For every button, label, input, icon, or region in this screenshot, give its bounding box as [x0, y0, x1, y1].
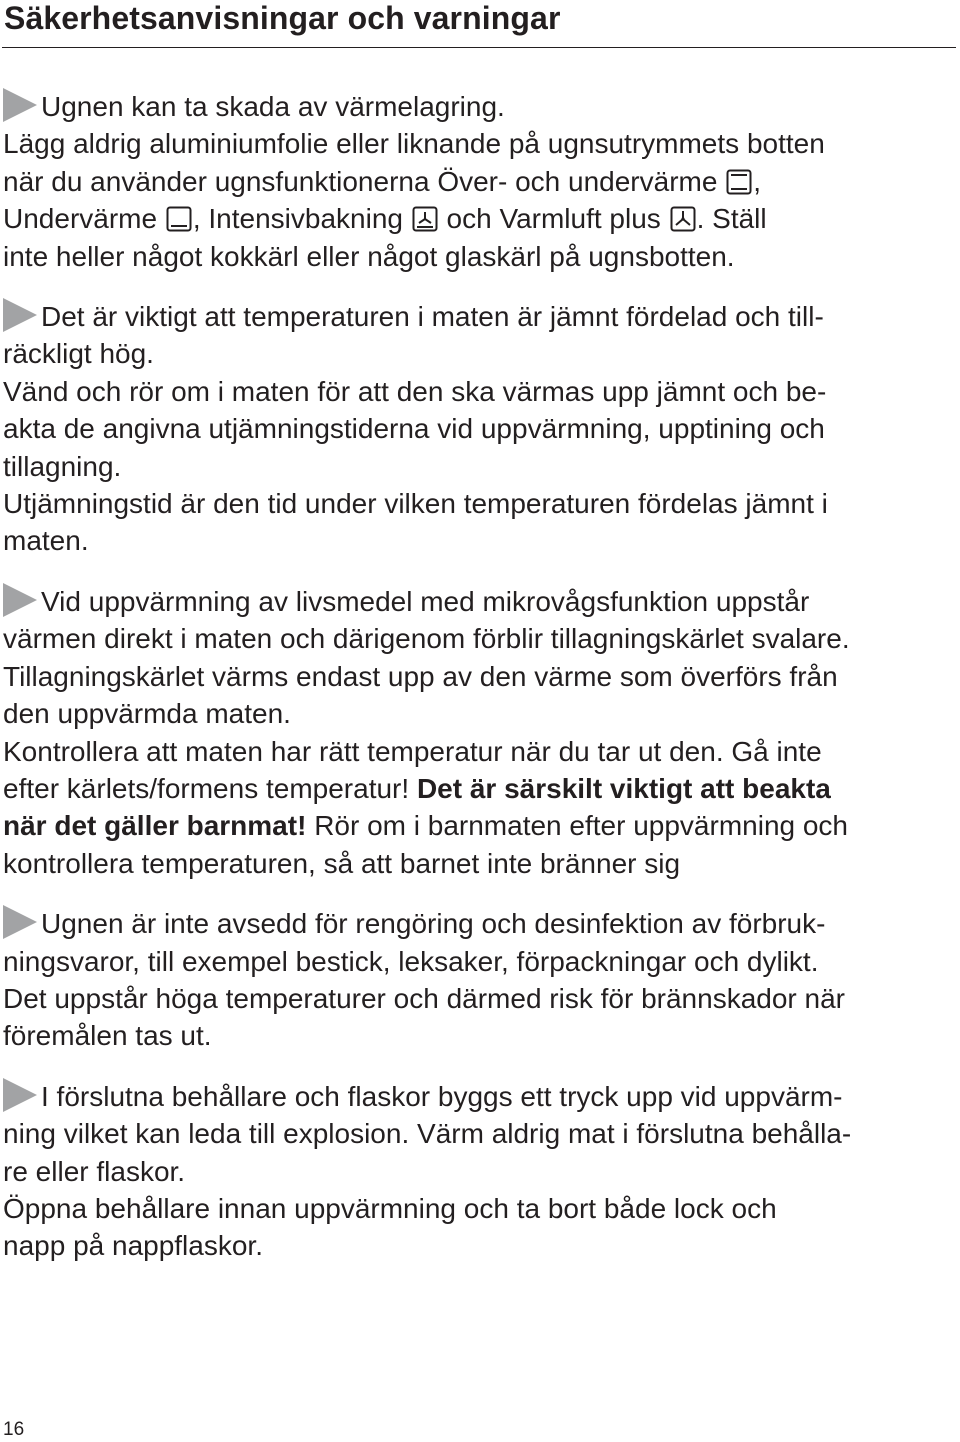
warning-text-line: kontrollera temperaturen, så att barnet inte bränner sig	[3, 847, 681, 879]
bullet-arrow-icon	[3, 1078, 37, 1112]
warning-text-line: ningsvaror, till exempel bestick, leksaker, förpackningar och dylikt.	[3, 945, 819, 977]
warning-block-not-for-cleaning	[3, 905, 958, 1055]
bottom-heat-icon	[166, 206, 192, 232]
warning-text-line: Kontrollera att maten har rätt temperatur när du tar ut den. Gå inte	[3, 735, 822, 767]
warning-text-line: den uppvärmda maten.	[3, 698, 291, 730]
warning-text-fragment: Undervärme	[3, 203, 158, 235]
warning-text-line: tillagning.	[3, 450, 122, 482]
title-divider	[2, 47, 956, 48]
warning-block-temperature-distribution	[3, 298, 958, 560]
fan-plus-icon	[670, 206, 696, 232]
warning-text-line: akta de angivna utjämningstiderna vid uppvärmning, upptining och	[3, 413, 825, 445]
page-number: 16	[3, 1419, 25, 1440]
warning-text-line: när du använder ugnsfunktionerna Över- och undervärme	[3, 165, 718, 197]
warning-block-sealed-containers	[3, 1078, 958, 1265]
warning-text-line: Öppna behållare innan uppvärmning och ta bort både lock och	[3, 1192, 777, 1224]
bullet-arrow-icon	[3, 905, 37, 939]
warning-heading: I förslutna behållare och flaskor byggs ett tryck upp vid uppvärm-	[41, 1080, 843, 1112]
warning-text-fragment: ,	[753, 165, 761, 197]
warning-block-heat-storage	[3, 88, 958, 275]
warning-text-fragment: och Varmluft plus	[446, 203, 661, 235]
warning-heading: Ugnen är inte avsedd för rengöring och desinfektion av förbruk-	[41, 908, 826, 940]
warning-text-line: maten.	[3, 525, 89, 557]
warning-text-fragment: Rör om i barnmaten efter uppvärmning och	[314, 810, 849, 842]
warning-text-fragment: efter kärlets/formens temperatur!	[3, 772, 410, 804]
warning-text-line: Utjämningstid är den tid under vilken temperaturen fördelas jämnt i	[3, 488, 828, 520]
warning-block-microwave-heating	[3, 583, 958, 882]
bullet-arrow-icon	[3, 583, 37, 617]
intensive-bake-fan-icon	[412, 206, 438, 232]
warning-text-line: napp på nappflaskor.	[3, 1230, 263, 1262]
warning-heading: Det är viktigt att temperaturen i maten är jämnt fördelad och till-	[41, 301, 824, 333]
warning-text-line: re eller flaskor.	[3, 1155, 186, 1187]
warning-heading: Vid uppvärmning av livsmedel med mikrovågsfunktion uppstår	[41, 585, 810, 617]
warning-text-fragment: . Ställ	[696, 203, 767, 235]
warning-text-line: Vänd och rör om i maten för att den ska värmas upp jämnt och be-	[3, 375, 827, 407]
warning-text-line: värmen direkt i maten och därigenom förblir tillagningskärlet svalare.	[3, 623, 850, 655]
warning-text-line: föremålen tas ut.	[3, 1020, 212, 1052]
warning-text-line: inte heller något kokkärl eller något glaskärl på ugnsbotten.	[3, 240, 735, 272]
warnings-content	[3, 88, 958, 1288]
bullet-arrow-icon	[3, 298, 37, 332]
warning-text-line: Det uppstår höga temperaturer och därmed risk för brännskador när	[3, 982, 845, 1014]
top-and-bottom-heat-icon	[726, 169, 752, 195]
bullet-arrow-icon	[3, 88, 37, 122]
warning-text-line: räckligt hög.	[3, 338, 154, 370]
warning-emphasis: Det är särskilt viktigt att beakta	[416, 772, 831, 804]
warning-text-fragment: , Intensivbakning	[192, 203, 403, 235]
warning-text-line: ning vilket kan leda till explosion. Värm aldrig mat i förslutna behålla-	[3, 1118, 852, 1150]
warning-text-line: Lägg aldrig aluminiumfolie eller liknande på ugnsutrymmets botten	[3, 128, 825, 160]
warning-text-line: Tillagningskärlet värms endast upp av den värme som överförs från	[3, 660, 838, 692]
warning-emphasis: när det gäller barnmat!	[3, 810, 307, 842]
page-title: Säkerhetsanvisningar och varningar	[4, 0, 561, 36]
warning-heading: Ugnen kan ta skada av värmelagring.	[41, 91, 505, 122]
